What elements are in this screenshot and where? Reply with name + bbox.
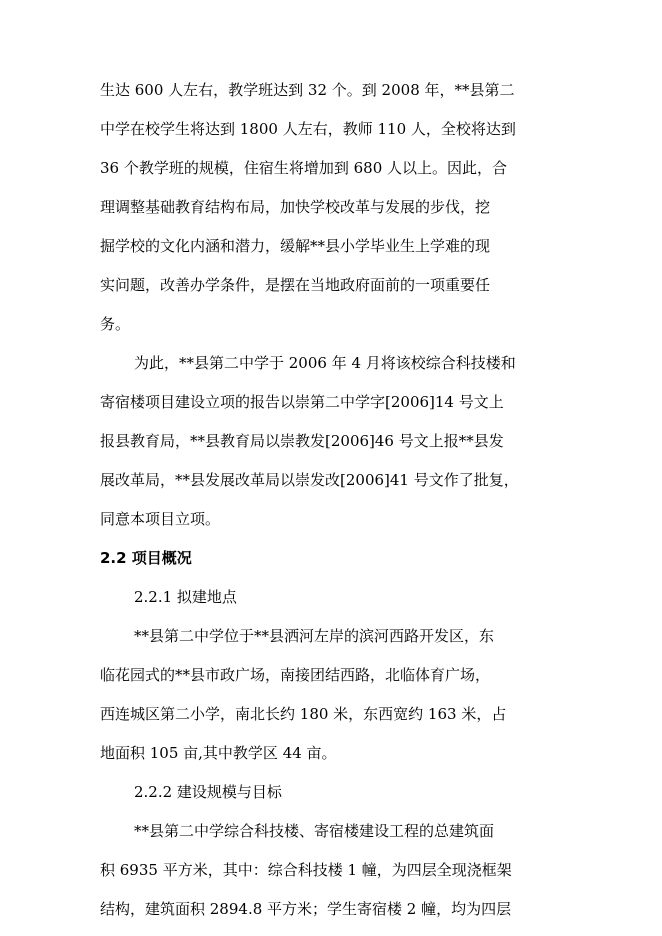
paragraph-line: 西连城区第二小学，南北长约 180 米，东西宽约 163 米，占 (100, 705, 507, 723)
paragraph-line: 结构，建筑面积 2894.8 平方米；学生寄宿楼 2 幢，均为四层 (100, 900, 512, 918)
paragraph-line: 报县教育局，**县教育局以崇教发[2006]46 号文上报**县发 (100, 432, 504, 450)
paragraph-line: 积 6935 平方米，其中：综合科技楼 1 幢，为四层全现浇框架 (100, 861, 512, 879)
subsection-heading: 2.2.2 建设规模与目标 (134, 783, 282, 801)
paragraph-line: 生达 600 人左右，教学班达到 32 个。到 2008 年，**县第二 (100, 81, 515, 99)
paragraph-line: 为此，**县第二中学于 2006 年 4 月将该校综合科技楼和 (134, 354, 516, 372)
paragraph-line: 临花园式的**县市政广场，南接团结西路，北临体育广场， (100, 666, 491, 684)
paragraph-line: 36 个教学班的规模，住宿生将增加到 680 人以上。因此，合 (100, 159, 508, 177)
paragraph-line: 务。 (100, 315, 131, 333)
paragraph-line: 寄宿楼项目建设立项的报告以崇第二中学字[2006]14 号文上 (100, 393, 504, 411)
paragraph-line: 地面积 105 亩,其中教学区 44 亩。 (100, 744, 337, 762)
paragraph-line: 理调整基础教育结构布局，加快学校改革与发展的步伐，挖 (100, 198, 491, 216)
paragraph-line: **县第二中学综合科技楼、寄宿楼建设工程的总建筑面 (134, 822, 495, 840)
paragraph-line: 掘学校的文化内涵和潜力，缓解**县小学毕业生上学难的现 (100, 237, 491, 255)
paragraph-line: **县第二中学位于**县洒河左岸的滨河西路开发区，东 (134, 627, 495, 645)
paragraph-line: 中学在校学生将达到 1800 人左右，教师 110 人，全校将达到 (100, 120, 516, 138)
section-heading: 2.2 项目概况 (100, 549, 192, 567)
paragraph-line: 同意本项目立项。 (100, 510, 221, 528)
paragraph-line: 展改革局，**县发展改革局以崇发改[2006]41 号文作了批复， (100, 471, 519, 489)
subsection-heading: 2.2.1 拟建地点 (134, 588, 237, 606)
paragraph-line: 实问题，改善办学条件，是摆在当地政府面前的一项重要任 (100, 276, 491, 294)
